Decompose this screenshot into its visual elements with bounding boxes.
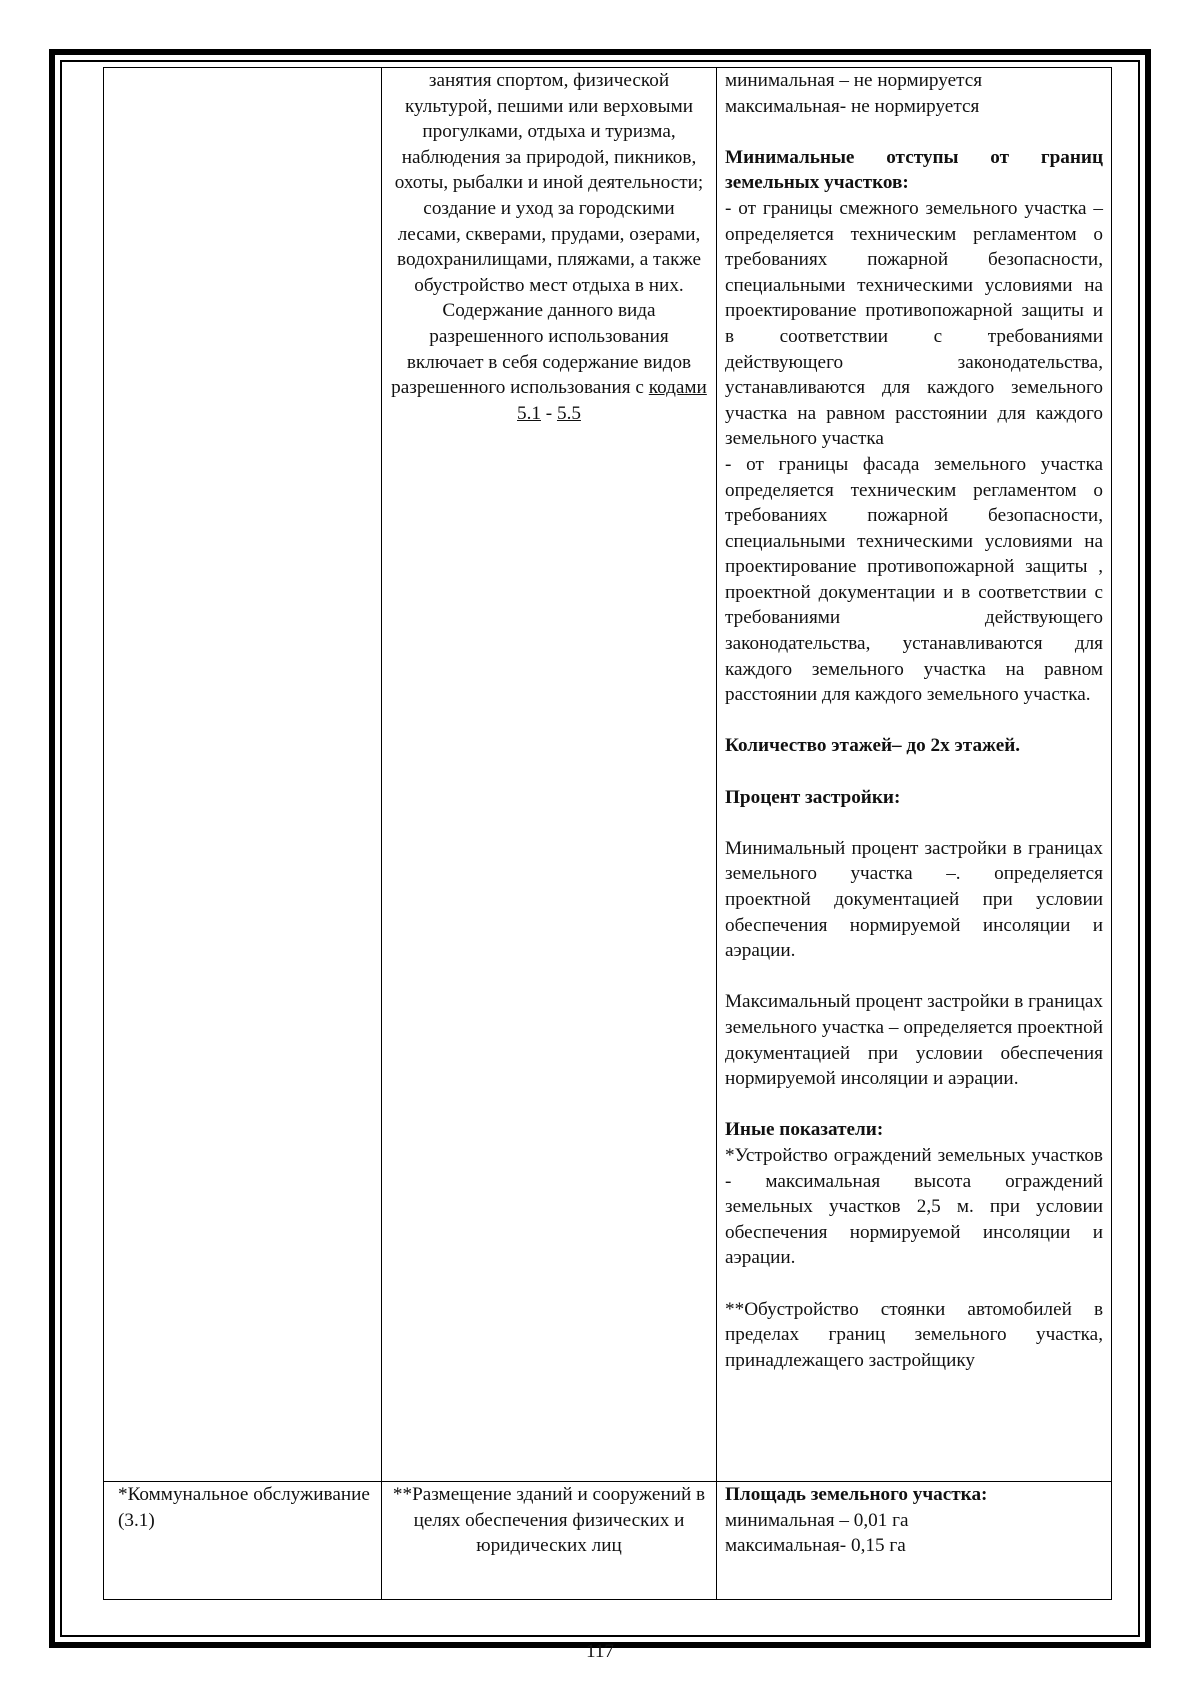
building-percent-heading: Процент застройки:: [725, 786, 901, 808]
regulations-table: [103, 67, 1112, 1600]
parking-rule: **Обустройство стоянки автомобилей в пределах границ земельного участка, принадлежащего застройщику: [725, 1298, 1103, 1371]
table-row: [104, 1482, 1112, 1600]
description-text: занятия спортом, физической культурой, пешими или верховыми прогулками, отдыха и туризма, наблюдения за природой, пикников, охоты, рыбалки и иной деятельности; создание и уход за городскими лесами, скверами, прудами, озерами, водохранилищами, пляжами, а также обустройство мест отдыха в них. Содержание данного вида разрешенного использования включает в себя содержание видов разрешенного использования с: [391, 70, 704, 399]
other-indicators-heading: Иные показатели:: [725, 1119, 884, 1141]
setbacks-adjacent: - от границы смежного земельного участка – определяется техническим регламентом о требованиях пожарной безопасности, специальными техническими условиями на проектирование противопожарной защиты и в соответствии с требованиями действующего законодательства, устанавливаются для каждого земельного участка на равном расстоянии для каждого земельного участка: [725, 197, 1103, 450]
fence-rule: *Устройство ограждений земельных участков - максимальная высота ограждений земельных участков 2,5 м. при условии обеспечения нормируемой инсоляции и аэрации.: [725, 1144, 1103, 1269]
floors-limit: Количество этажей– до 2х этажей.: [725, 735, 1021, 757]
area-min: минимальная – не нормируется: [725, 70, 983, 91]
building-percent-max: Максимальный процент застройки в границах земельного участка – определяется проектной документацией при условии обеспечения нормируемой инсоляции и аэрации.: [725, 991, 1103, 1090]
area-min: минимальная – 0,01 га: [725, 1509, 909, 1531]
code-link-5-5[interactable]: 5.5: [556, 402, 581, 424]
area-max: максимальная- 0,15 га: [725, 1535, 906, 1557]
parameters-cell: [717, 68, 1112, 1482]
table-row: [104, 68, 1112, 1482]
setbacks-facade: - от границы фасада земельного участка определяется техническим регламентом о требованиях пожарной безопасности, специальными техническими условиями на проектирование противопожарной защиты , проектной документации и в соответствии с требованиями действующего законодательства, устанавливаются для каждого земельного участка на равном расстоянии для каждого земельного участка.: [725, 453, 1103, 706]
land-use-type-cell: [104, 1482, 382, 1600]
land-use-description-cell: [382, 68, 717, 1482]
land-use-description-cell: [382, 1482, 717, 1600]
page-number: 117: [585, 1641, 615, 1662]
building-percent-min: Минимальный процент застройки в границах земельного участка –. определяется проектной документацией при условии обеспечения нормируемой инсоляции и аэрации.: [725, 837, 1103, 962]
code-range-dash: -: [541, 402, 557, 424]
area-max: максимальная- не нормируется: [725, 95, 980, 117]
land-use-type: *Коммунальное обслуживание (3.1): [118, 1484, 370, 1531]
description-text: **Размещение зданий и сооружений в целях обеспечения физических и юридических лиц: [392, 1484, 706, 1557]
parameters-cell: [717, 1482, 1112, 1600]
setbacks-heading: Минимальные отступы от границ земельных участков:: [725, 146, 1103, 194]
area-heading: Площадь земельного участка:: [725, 1484, 988, 1505]
code-link-5-1[interactable]: кодами 5.1: [517, 377, 707, 424]
land-use-type-cell: [104, 68, 382, 1482]
